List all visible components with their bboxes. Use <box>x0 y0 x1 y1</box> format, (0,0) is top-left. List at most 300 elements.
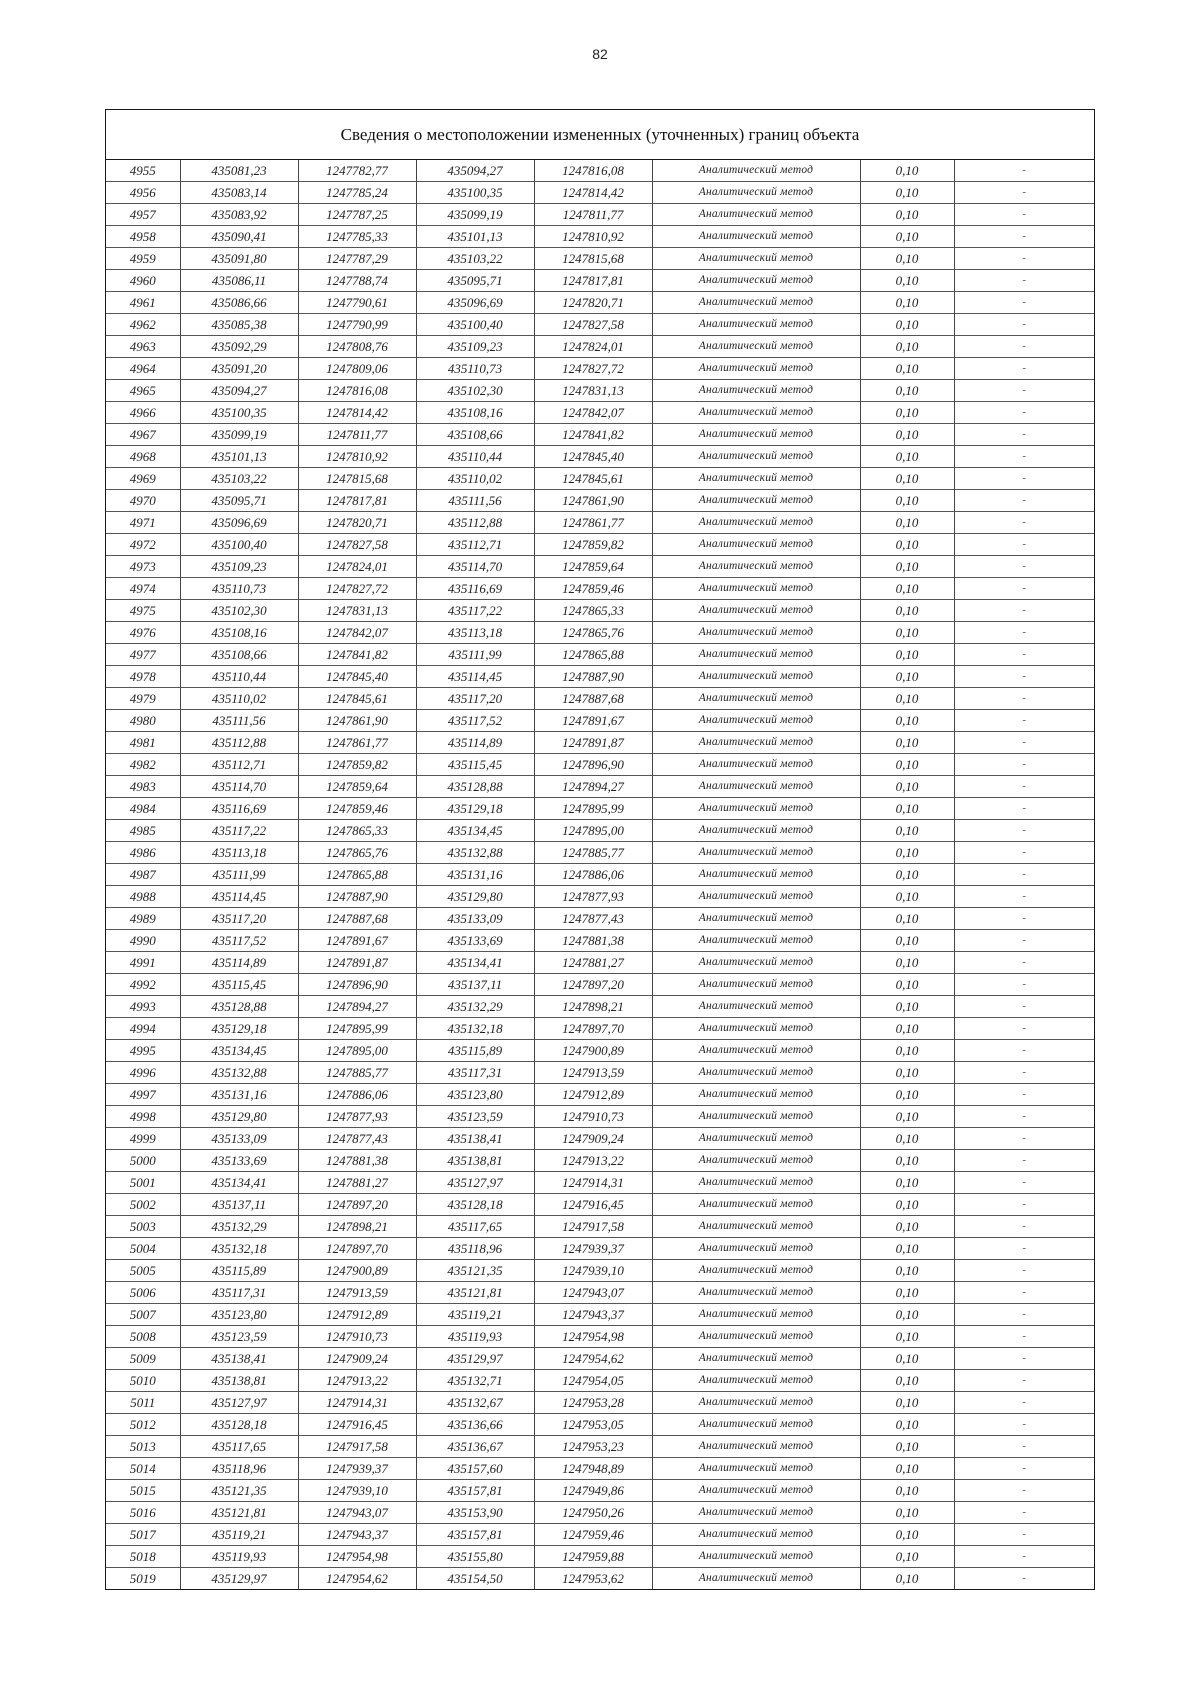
method-cell: Аналитический метод <box>652 776 860 798</box>
table-row <box>106 160 1094 182</box>
point-number-cell: 5003 <box>106 1216 180 1238</box>
y-end-cell: 1247810,92 <box>534 226 652 248</box>
accuracy-cell: 0,10 <box>860 952 954 974</box>
accuracy-cell: 0,10 <box>860 1392 954 1414</box>
y-start-cell: 1247891,87 <box>298 952 416 974</box>
y-end-cell: 1247886,06 <box>534 864 652 886</box>
table-row <box>106 490 1094 512</box>
table-row <box>106 600 1094 622</box>
y-end-cell: 1247943,07 <box>534 1282 652 1304</box>
method-cell: Аналитический метод <box>652 732 860 754</box>
x-end-cell: 435117,52 <box>416 710 534 732</box>
method-cell: Аналитический метод <box>652 204 860 226</box>
accuracy-cell: 0,10 <box>860 1304 954 1326</box>
table-row <box>106 1194 1094 1216</box>
x-end-cell: 435133,09 <box>416 908 534 930</box>
y-start-cell: 1247894,27 <box>298 996 416 1018</box>
point-number-cell: 5006 <box>106 1282 180 1304</box>
method-cell: Аналитический метод <box>652 1436 860 1458</box>
y-start-cell: 1247785,33 <box>298 226 416 248</box>
point-number-cell: 5010 <box>106 1370 180 1392</box>
y-start-cell: 1247898,21 <box>298 1216 416 1238</box>
table-row <box>106 952 1094 974</box>
x-start-cell: 435091,80 <box>180 248 298 270</box>
x-start-cell: 435129,97 <box>180 1568 298 1590</box>
x-end-cell: 435100,35 <box>416 182 534 204</box>
accuracy-cell: 0,10 <box>860 886 954 908</box>
x-start-cell: 435134,41 <box>180 1172 298 1194</box>
note-cell: - <box>954 842 1094 864</box>
y-start-cell: 1247877,93 <box>298 1106 416 1128</box>
method-cell: Аналитический метод <box>652 1238 860 1260</box>
note-cell: - <box>954 534 1094 556</box>
note-cell: - <box>954 1062 1094 1084</box>
y-end-cell: 1247909,24 <box>534 1128 652 1150</box>
note-cell: - <box>954 644 1094 666</box>
y-end-cell: 1247827,58 <box>534 314 652 336</box>
table-row <box>106 468 1094 490</box>
note-cell: - <box>954 1546 1094 1568</box>
point-number-cell: 4990 <box>106 930 180 952</box>
y-start-cell: 1247865,88 <box>298 864 416 886</box>
x-end-cell: 435116,69 <box>416 578 534 600</box>
note-cell: - <box>954 204 1094 226</box>
x-end-cell: 435110,44 <box>416 446 534 468</box>
x-start-cell: 435128,88 <box>180 996 298 1018</box>
point-number-cell: 4989 <box>106 908 180 930</box>
note-cell: - <box>954 490 1094 512</box>
point-number-cell: 4995 <box>106 1040 180 1062</box>
accuracy-cell: 0,10 <box>860 578 954 600</box>
accuracy-cell: 0,10 <box>860 248 954 270</box>
point-number-cell: 4967 <box>106 424 180 446</box>
y-end-cell: 1247900,89 <box>534 1040 652 1062</box>
note-cell: - <box>954 996 1094 1018</box>
x-start-cell: 435115,89 <box>180 1260 298 1282</box>
y-end-cell: 1247816,08 <box>534 160 652 182</box>
x-start-cell: 435137,11 <box>180 1194 298 1216</box>
x-start-cell: 435117,31 <box>180 1282 298 1304</box>
point-number-cell: 5005 <box>106 1260 180 1282</box>
point-number-cell: 4975 <box>106 600 180 622</box>
table-row <box>106 1304 1094 1326</box>
x-start-cell: 435123,59 <box>180 1326 298 1348</box>
note-cell: - <box>954 600 1094 622</box>
method-cell: Аналитический метод <box>652 842 860 864</box>
y-end-cell: 1247827,72 <box>534 358 652 380</box>
point-number-cell: 5000 <box>106 1150 180 1172</box>
point-number-cell: 4974 <box>106 578 180 600</box>
point-number-cell: 4978 <box>106 666 180 688</box>
point-number-cell: 4992 <box>106 974 180 996</box>
method-cell: Аналитический метод <box>652 1348 860 1370</box>
table-row <box>106 1216 1094 1238</box>
x-end-cell: 435132,29 <box>416 996 534 1018</box>
y-end-cell: 1247814,42 <box>534 182 652 204</box>
x-start-cell: 435109,23 <box>180 556 298 578</box>
point-number-cell: 4957 <box>106 204 180 226</box>
x-start-cell: 435110,73 <box>180 578 298 600</box>
point-number-cell: 4962 <box>106 314 180 336</box>
note-cell: - <box>954 1480 1094 1502</box>
table-row <box>106 732 1094 754</box>
method-cell: Аналитический метод <box>652 622 860 644</box>
table-row <box>106 842 1094 864</box>
y-start-cell: 1247827,58 <box>298 534 416 556</box>
x-start-cell: 435119,21 <box>180 1524 298 1546</box>
point-number-cell: 4983 <box>106 776 180 798</box>
table-row <box>106 204 1094 226</box>
accuracy-cell: 0,10 <box>860 314 954 336</box>
accuracy-cell: 0,10 <box>860 1502 954 1524</box>
accuracy-cell: 0,10 <box>860 534 954 556</box>
x-end-cell: 435095,71 <box>416 270 534 292</box>
accuracy-cell: 0,10 <box>860 1436 954 1458</box>
x-start-cell: 435112,71 <box>180 754 298 776</box>
x-start-cell: 435102,30 <box>180 600 298 622</box>
x-start-cell: 435114,45 <box>180 886 298 908</box>
y-end-cell: 1247897,20 <box>534 974 652 996</box>
method-cell: Аналитический метод <box>652 1546 860 1568</box>
x-end-cell: 435117,20 <box>416 688 534 710</box>
y-start-cell: 1247861,90 <box>298 710 416 732</box>
accuracy-cell: 0,10 <box>860 842 954 864</box>
y-end-cell: 1247896,90 <box>534 754 652 776</box>
point-number-cell: 4973 <box>106 556 180 578</box>
note-cell: - <box>954 1326 1094 1348</box>
note-cell: - <box>954 974 1094 996</box>
note-cell: - <box>954 292 1094 314</box>
x-end-cell: 435157,81 <box>416 1480 534 1502</box>
table-row <box>106 754 1094 776</box>
table-row <box>106 1436 1094 1458</box>
x-start-cell: 435128,18 <box>180 1414 298 1436</box>
table-row <box>106 1084 1094 1106</box>
x-end-cell: 435136,67 <box>416 1436 534 1458</box>
accuracy-cell: 0,10 <box>860 930 954 952</box>
point-number-cell: 4955 <box>106 160 180 182</box>
method-cell: Аналитический метод <box>652 996 860 1018</box>
accuracy-cell: 0,10 <box>860 1128 954 1150</box>
y-start-cell: 1247909,24 <box>298 1348 416 1370</box>
table-row <box>106 1524 1094 1546</box>
accuracy-cell: 0,10 <box>860 226 954 248</box>
x-start-cell: 435114,89 <box>180 952 298 974</box>
method-cell: Аналитический метод <box>652 754 860 776</box>
table-row <box>106 1414 1094 1436</box>
method-cell: Аналитический метод <box>652 556 860 578</box>
method-cell: Аналитический метод <box>652 292 860 314</box>
table-row <box>106 930 1094 952</box>
x-end-cell: 435129,18 <box>416 798 534 820</box>
note-cell: - <box>954 402 1094 424</box>
y-end-cell: 1247917,58 <box>534 1216 652 1238</box>
accuracy-cell: 0,10 <box>860 1040 954 1062</box>
y-start-cell: 1247810,92 <box>298 446 416 468</box>
x-start-cell: 435115,45 <box>180 974 298 996</box>
y-end-cell: 1247916,45 <box>534 1194 652 1216</box>
y-end-cell: 1247913,59 <box>534 1062 652 1084</box>
x-end-cell: 435101,13 <box>416 226 534 248</box>
accuracy-cell: 0,10 <box>860 732 954 754</box>
y-end-cell: 1247841,82 <box>534 424 652 446</box>
accuracy-cell: 0,10 <box>860 974 954 996</box>
note-cell: - <box>954 1172 1094 1194</box>
method-cell: Аналитический метод <box>652 1150 860 1172</box>
x-start-cell: 435081,23 <box>180 160 298 182</box>
y-start-cell: 1247820,71 <box>298 512 416 534</box>
note-cell: - <box>954 1370 1094 1392</box>
y-start-cell: 1247824,01 <box>298 556 416 578</box>
y-start-cell: 1247887,90 <box>298 886 416 908</box>
x-end-cell: 435117,65 <box>416 1216 534 1238</box>
accuracy-cell: 0,10 <box>860 1172 954 1194</box>
x-start-cell: 435133,69 <box>180 1150 298 1172</box>
y-end-cell: 1247939,37 <box>534 1238 652 1260</box>
accuracy-cell: 0,10 <box>860 710 954 732</box>
table-row <box>106 1040 1094 1062</box>
note-cell: - <box>954 622 1094 644</box>
point-number-cell: 5009 <box>106 1348 180 1370</box>
x-start-cell: 435085,38 <box>180 314 298 336</box>
point-number-cell: 4984 <box>106 798 180 820</box>
x-start-cell: 435100,35 <box>180 402 298 424</box>
x-start-cell: 435138,81 <box>180 1370 298 1392</box>
accuracy-cell: 0,10 <box>860 908 954 930</box>
point-number-cell: 4966 <box>106 402 180 424</box>
x-end-cell: 435111,56 <box>416 490 534 512</box>
table-row <box>106 424 1094 446</box>
note-cell: - <box>954 512 1094 534</box>
note-cell: - <box>954 1524 1094 1546</box>
y-start-cell: 1247842,07 <box>298 622 416 644</box>
table-row <box>106 1282 1094 1304</box>
table-row <box>106 182 1094 204</box>
method-cell: Аналитический метод <box>652 402 860 424</box>
note-cell: - <box>954 1260 1094 1282</box>
y-end-cell: 1247939,10 <box>534 1260 652 1282</box>
y-start-cell: 1247782,77 <box>298 160 416 182</box>
point-number-cell: 4999 <box>106 1128 180 1150</box>
method-cell: Аналитический метод <box>652 1502 860 1524</box>
x-end-cell: 435110,73 <box>416 358 534 380</box>
note-cell: - <box>954 1216 1094 1238</box>
y-start-cell: 1247811,77 <box>298 424 416 446</box>
table-row <box>106 1392 1094 1414</box>
table-row <box>106 1370 1094 1392</box>
x-start-cell: 435099,19 <box>180 424 298 446</box>
method-cell: Аналитический метод <box>652 1392 860 1414</box>
y-end-cell: 1247885,77 <box>534 842 652 864</box>
x-start-cell: 435108,66 <box>180 644 298 666</box>
x-start-cell: 435111,56 <box>180 710 298 732</box>
y-start-cell: 1247817,81 <box>298 490 416 512</box>
method-cell: Аналитический метод <box>652 1524 860 1546</box>
note-cell: - <box>954 182 1094 204</box>
y-end-cell: 1247865,76 <box>534 622 652 644</box>
y-start-cell: 1247816,08 <box>298 380 416 402</box>
accuracy-cell: 0,10 <box>860 1414 954 1436</box>
accuracy-cell: 0,10 <box>860 556 954 578</box>
table-row <box>106 1018 1094 1040</box>
y-start-cell: 1247859,82 <box>298 754 416 776</box>
x-end-cell: 435123,80 <box>416 1084 534 1106</box>
x-start-cell: 435083,92 <box>180 204 298 226</box>
x-end-cell: 435117,31 <box>416 1062 534 1084</box>
point-number-cell: 4991 <box>106 952 180 974</box>
x-end-cell: 435133,69 <box>416 930 534 952</box>
y-start-cell: 1247895,99 <box>298 1018 416 1040</box>
x-start-cell: 435108,16 <box>180 622 298 644</box>
accuracy-cell: 0,10 <box>860 380 954 402</box>
point-number-cell: 4964 <box>106 358 180 380</box>
method-cell: Аналитический метод <box>652 270 860 292</box>
y-end-cell: 1247881,38 <box>534 930 652 952</box>
x-start-cell: 435110,44 <box>180 666 298 688</box>
table-body <box>106 160 1094 1589</box>
y-start-cell: 1247891,67 <box>298 930 416 952</box>
y-end-cell: 1247912,89 <box>534 1084 652 1106</box>
y-end-cell: 1247895,99 <box>534 798 652 820</box>
point-number-cell: 4982 <box>106 754 180 776</box>
x-end-cell: 435096,69 <box>416 292 534 314</box>
accuracy-cell: 0,10 <box>860 446 954 468</box>
x-end-cell: 435112,88 <box>416 512 534 534</box>
method-cell: Аналитический метод <box>652 182 860 204</box>
x-end-cell: 435136,66 <box>416 1414 534 1436</box>
point-number-cell: 4994 <box>106 1018 180 1040</box>
table-row <box>106 776 1094 798</box>
x-end-cell: 435100,40 <box>416 314 534 336</box>
accuracy-cell: 0,10 <box>860 292 954 314</box>
method-cell: Аналитический метод <box>652 446 860 468</box>
x-start-cell: 435086,11 <box>180 270 298 292</box>
note-cell: - <box>954 336 1094 358</box>
method-cell: Аналитический метод <box>652 1414 860 1436</box>
note-cell: - <box>954 1392 1094 1414</box>
method-cell: Аналитический метод <box>652 710 860 732</box>
accuracy-cell: 0,10 <box>860 600 954 622</box>
table-row <box>106 1172 1094 1194</box>
accuracy-cell: 0,10 <box>860 644 954 666</box>
point-number-cell: 4988 <box>106 886 180 908</box>
note-cell: - <box>954 952 1094 974</box>
x-end-cell: 435137,11 <box>416 974 534 996</box>
accuracy-cell: 0,10 <box>860 996 954 1018</box>
y-end-cell: 1247891,87 <box>534 732 652 754</box>
method-cell: Аналитический метод <box>652 160 860 182</box>
x-start-cell: 435103,22 <box>180 468 298 490</box>
page-number: 82 <box>592 46 608 62</box>
method-cell: Аналитический метод <box>652 1194 860 1216</box>
x-end-cell: 435121,35 <box>416 1260 534 1282</box>
note-cell: - <box>954 710 1094 732</box>
accuracy-cell: 0,10 <box>860 1282 954 1304</box>
method-cell: Аналитический метод <box>652 1458 860 1480</box>
note-cell: - <box>954 1502 1094 1524</box>
method-cell: Аналитический метод <box>652 688 860 710</box>
accuracy-cell: 0,10 <box>860 1084 954 1106</box>
point-number-cell: 5012 <box>106 1414 180 1436</box>
y-start-cell: 1247897,20 <box>298 1194 416 1216</box>
y-end-cell: 1247881,27 <box>534 952 652 974</box>
point-number-cell: 4959 <box>106 248 180 270</box>
table-row <box>106 1568 1094 1590</box>
x-end-cell: 435121,81 <box>416 1282 534 1304</box>
y-end-cell: 1247877,93 <box>534 886 652 908</box>
note-cell: - <box>954 314 1094 336</box>
x-end-cell: 435112,71 <box>416 534 534 556</box>
method-cell: Аналитический метод <box>652 1106 860 1128</box>
method-cell: Аналитический метод <box>652 952 860 974</box>
point-number-cell: 4969 <box>106 468 180 490</box>
note-cell: - <box>954 424 1094 446</box>
note-cell: - <box>954 1194 1094 1216</box>
x-end-cell: 435110,02 <box>416 468 534 490</box>
y-start-cell: 1247914,31 <box>298 1392 416 1414</box>
note-cell: - <box>954 1238 1094 1260</box>
y-end-cell: 1247943,37 <box>534 1304 652 1326</box>
y-start-cell: 1247841,82 <box>298 644 416 666</box>
x-end-cell: 435157,81 <box>416 1524 534 1546</box>
table-row <box>106 666 1094 688</box>
note-cell: - <box>954 1018 1094 1040</box>
y-start-cell: 1247896,90 <box>298 974 416 996</box>
accuracy-cell: 0,10 <box>860 1238 954 1260</box>
accuracy-cell: 0,10 <box>860 1546 954 1568</box>
x-start-cell: 435111,99 <box>180 864 298 886</box>
y-start-cell: 1247913,59 <box>298 1282 416 1304</box>
note-cell: - <box>954 666 1094 688</box>
accuracy-cell: 0,10 <box>860 490 954 512</box>
x-start-cell: 435117,65 <box>180 1436 298 1458</box>
note-cell: - <box>954 820 1094 842</box>
method-cell: Аналитический метод <box>652 1480 860 1502</box>
method-cell: Аналитический метод <box>652 226 860 248</box>
table-row <box>106 820 1094 842</box>
y-start-cell: 1247785,24 <box>298 182 416 204</box>
y-start-cell: 1247815,68 <box>298 468 416 490</box>
x-end-cell: 435094,27 <box>416 160 534 182</box>
accuracy-cell: 0,10 <box>860 336 954 358</box>
y-end-cell: 1247953,23 <box>534 1436 652 1458</box>
y-end-cell: 1247845,40 <box>534 446 652 468</box>
method-cell: Аналитический метод <box>652 1062 860 1084</box>
x-start-cell: 435138,41 <box>180 1348 298 1370</box>
point-number-cell: 4997 <box>106 1084 180 1106</box>
x-start-cell: 435094,27 <box>180 380 298 402</box>
method-cell: Аналитический метод <box>652 644 860 666</box>
y-end-cell: 1247824,01 <box>534 336 652 358</box>
y-start-cell: 1247954,62 <box>298 1568 416 1590</box>
y-start-cell: 1247859,46 <box>298 798 416 820</box>
point-number-cell: 4987 <box>106 864 180 886</box>
x-end-cell: 435155,80 <box>416 1546 534 1568</box>
table-row <box>106 358 1094 380</box>
y-start-cell: 1247859,64 <box>298 776 416 798</box>
table-row <box>106 1260 1094 1282</box>
note-cell: - <box>954 468 1094 490</box>
accuracy-cell: 0,10 <box>860 1524 954 1546</box>
y-start-cell: 1247790,61 <box>298 292 416 314</box>
x-start-cell: 435132,29 <box>180 1216 298 1238</box>
y-end-cell: 1247959,46 <box>534 1524 652 1546</box>
accuracy-cell: 0,10 <box>860 754 954 776</box>
method-cell: Аналитический метод <box>652 1326 860 1348</box>
y-start-cell: 1247917,58 <box>298 1436 416 1458</box>
table-row <box>106 226 1094 248</box>
point-number-cell: 4972 <box>106 534 180 556</box>
